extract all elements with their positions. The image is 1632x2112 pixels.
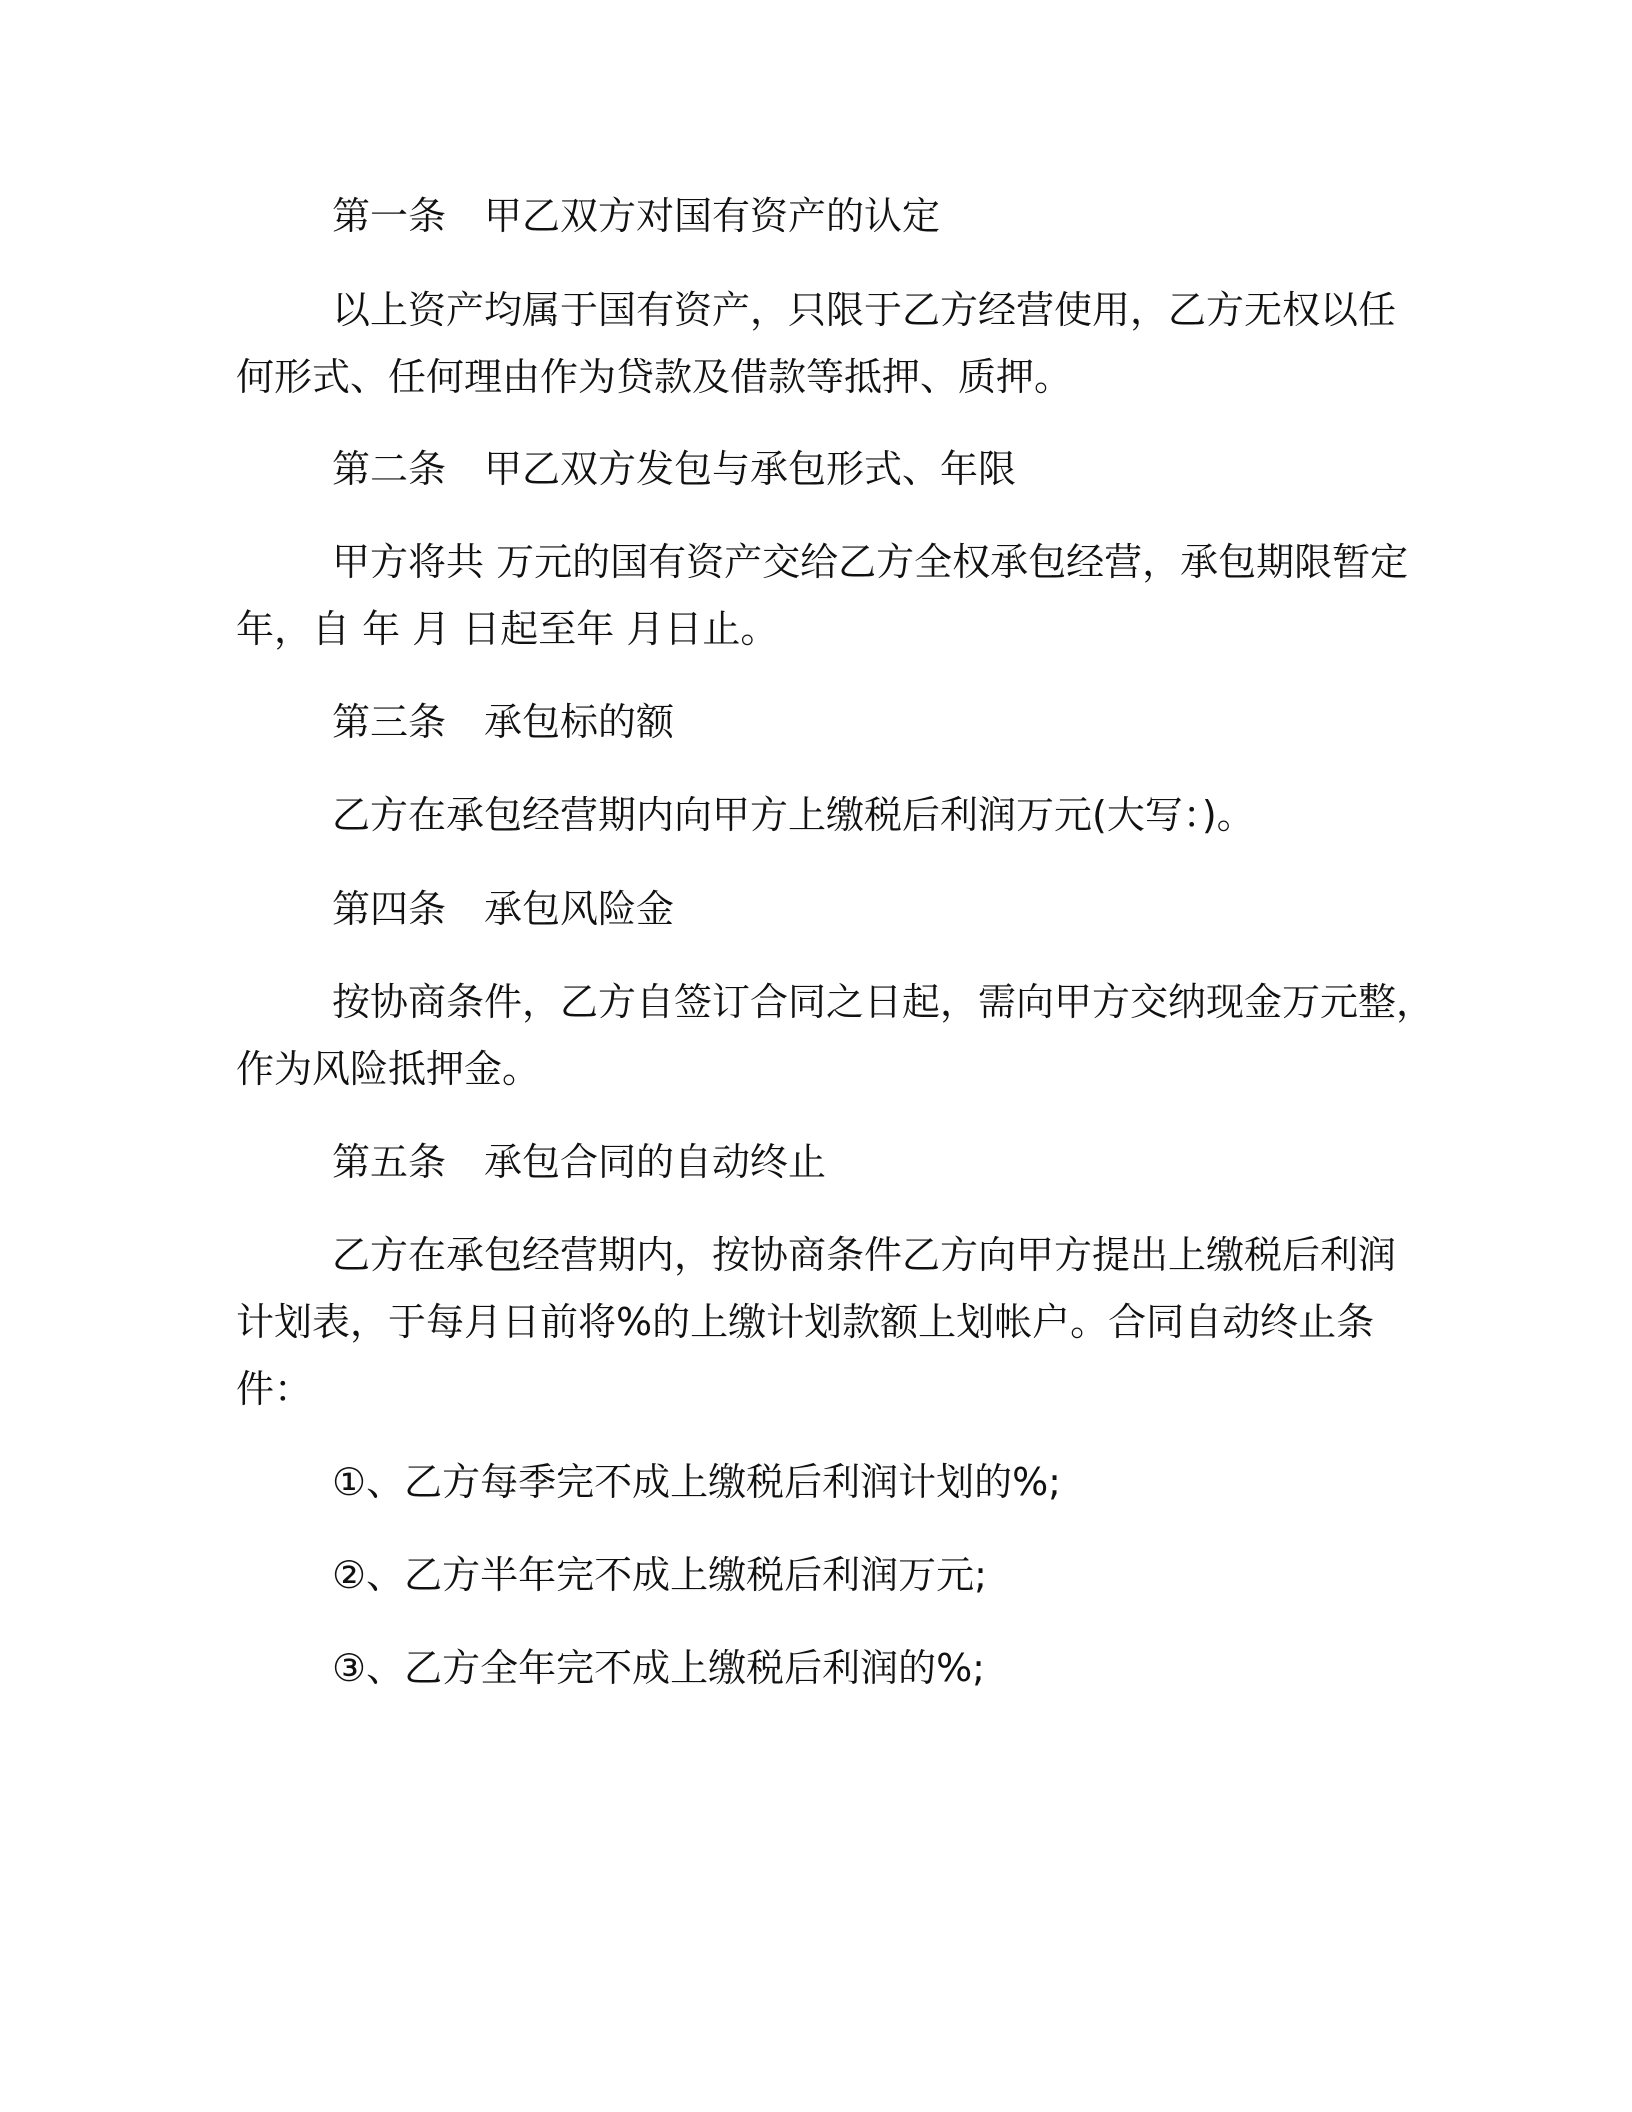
article-1-body-line-2: 何形式、任何理由作为贷款及借款等抵押、质押。	[236, 355, 1073, 399]
article-5-heading	[332, 1138, 826, 1186]
article-2-title: 甲乙双方发包与承包形式、年限	[484, 447, 1017, 491]
article-5-body-line-2: 计划表，于每月日前将%的上缴计划款额上划帐户。合同自动终止条	[236, 1300, 1375, 1344]
article-3-number: 第三条	[332, 700, 447, 744]
termination-condition-2: ②、乙方半年完不成上缴税后利润万元;	[332, 1553, 987, 1597]
termination-condition-1: ①、乙方每季完不成上缴税后利润计划的%;	[332, 1460, 1061, 1504]
article-3-title: 承包标的额	[484, 700, 675, 744]
article-3-body-line-1: 乙方在承包经营期内向甲方上缴税后利润万元(大写：)。	[332, 793, 1255, 837]
article-4-body-line-2: 作为风险抵押金。	[236, 1047, 541, 1091]
article-1-title: 甲乙双方对国有资产的认定	[484, 194, 941, 238]
article-2-body-line-1: 甲方将共 万元的国有资产交给乙方全权承包经营，承包期限暂定	[332, 540, 1409, 584]
article-4-number: 第四条	[332, 887, 447, 931]
article-4-title: 承包风险金	[484, 887, 675, 931]
article-1-number: 第一条	[332, 194, 447, 238]
article-2-heading	[332, 445, 1016, 493]
article-2-body-line-2: 年，自 年 月 日起至年 月日止。	[236, 607, 779, 651]
article-5-body-line-1: 乙方在承包经营期内，按协商条件乙方向甲方提出上缴税后利润	[332, 1233, 1397, 1277]
article-4-body-line-1: 按协商条件，乙方自签订合同之日起，需向甲方交纳现金万元整，	[332, 980, 1435, 1024]
article-2-number: 第二条	[332, 447, 447, 491]
article-4-heading	[332, 885, 674, 933]
termination-condition-3: ③、乙方全年完不成上缴税后利润的%;	[332, 1646, 985, 1690]
article-3-heading	[332, 698, 674, 746]
article-5-body-line-3: 件：	[236, 1367, 313, 1411]
article-1-body-line-1: 以上资产均属于国有资产，只限于乙方经营使用，乙方无权以任	[332, 288, 1397, 332]
article-1-heading	[332, 192, 940, 240]
article-5-number: 第五条	[332, 1140, 447, 1184]
article-5-title: 承包合同的自动终止	[484, 1140, 827, 1184]
